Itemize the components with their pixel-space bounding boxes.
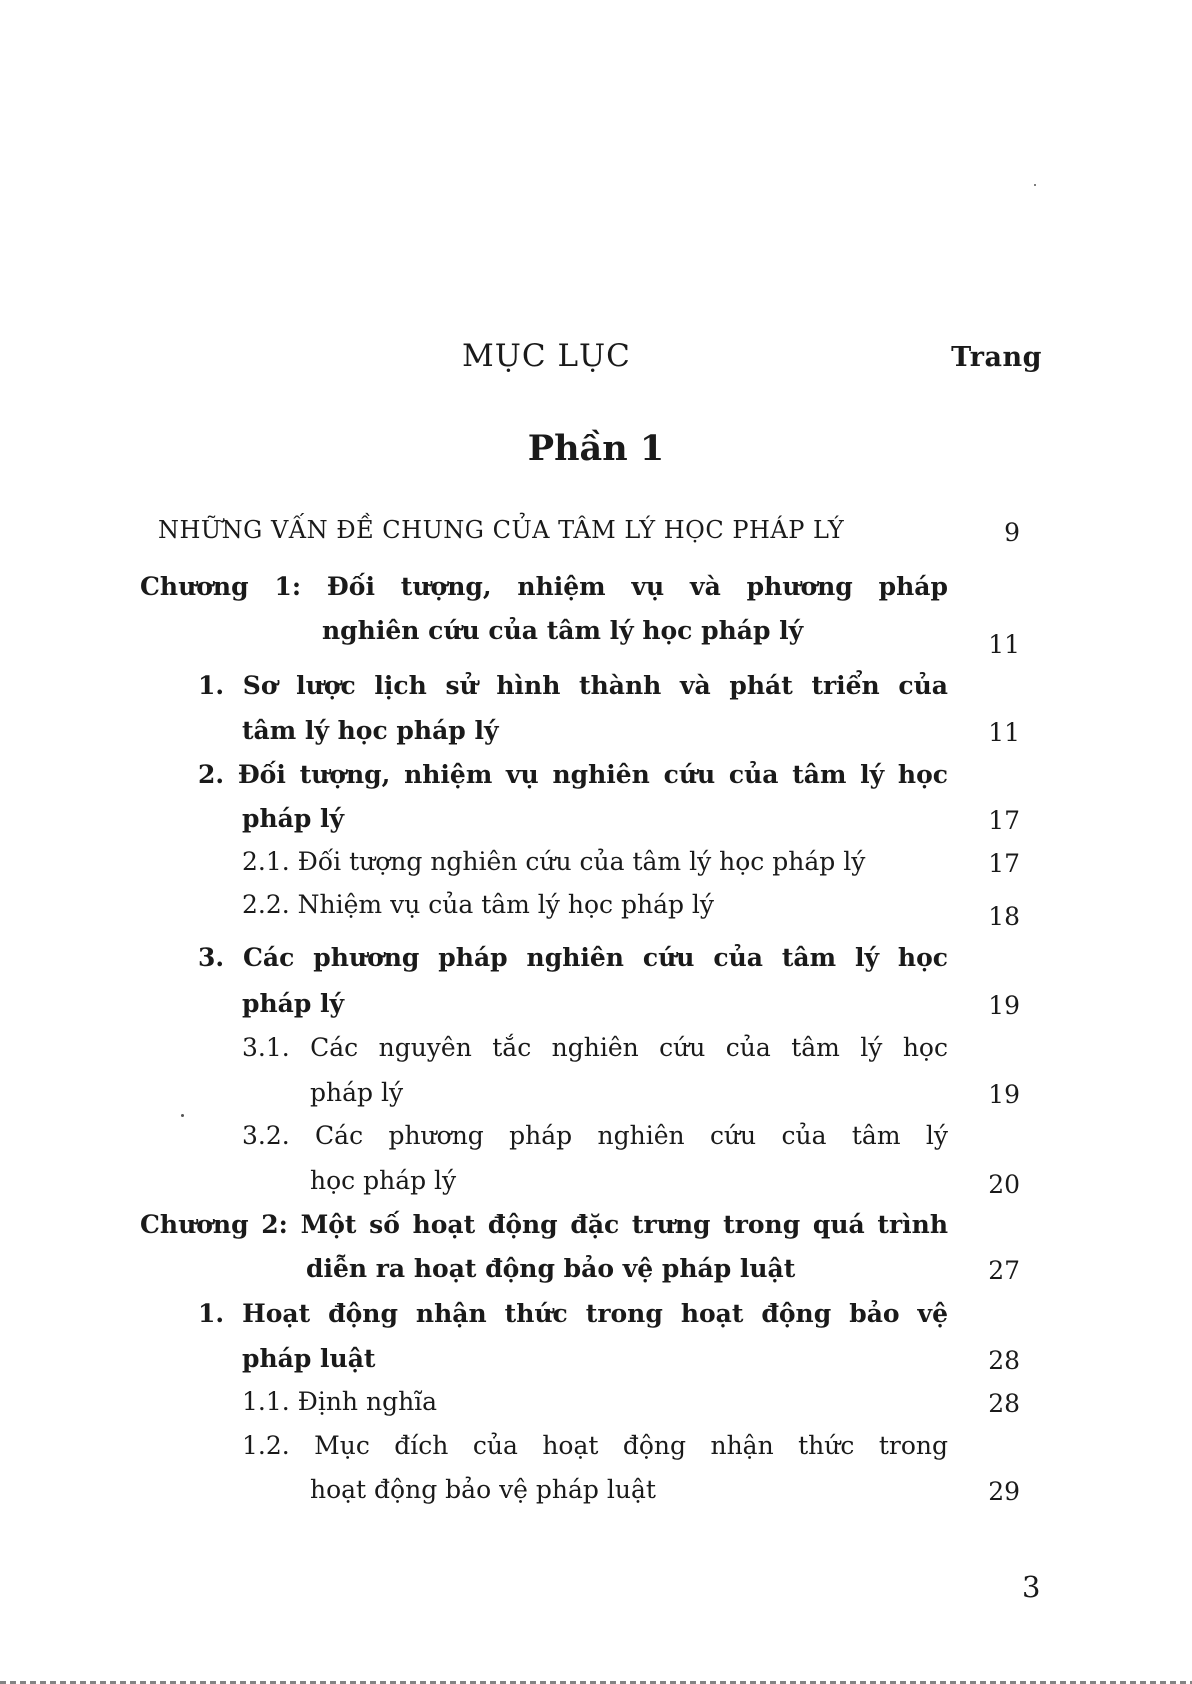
toc-entry-part-title: NHỮNG VẤN ĐỀ CHUNG CỦA TÂM LÝ HỌC PHÁP LÝ (158, 516, 845, 544)
toc-page-number: 28 (988, 1346, 1020, 1375)
scan-speck (1034, 184, 1036, 186)
toc-entry-chapter: Chương 1: Đối tượng, nhiệm vụ và phương pháp (140, 572, 948, 601)
toc-page-number: 11 (988, 630, 1020, 659)
toc-page-number: 18 (988, 902, 1020, 931)
toc-page-number: 11 (988, 718, 1020, 747)
toc-entry-chapter-cont: nghiên cứu của tâm lý học pháp lý (322, 616, 804, 645)
toc-page-number: 19 (988, 1080, 1020, 1109)
toc-title: MỤC LỤC (462, 338, 631, 374)
toc-entry-section-cont: tâm lý học pháp lý (242, 716, 499, 745)
toc-entry-subsection: 3.1. Các nguyên tắc nghiên cứu của tâm lý học (242, 1033, 948, 1062)
toc-entry-subsection: 2.1. Đối tượng nghiên cứu của tâm lý học pháp lý (242, 847, 866, 876)
toc-entry-subsection: 1.2. Mục đích của hoạt động nhận thức trong (242, 1431, 948, 1460)
toc-page-number: 29 (988, 1477, 1020, 1506)
toc-page-number: 20 (988, 1170, 1020, 1199)
toc-page-number: 28 (988, 1389, 1020, 1418)
toc-entry-section-cont: pháp lý (242, 804, 345, 833)
toc-entry-section: 3. Các phương pháp nghiên cứu của tâm lý học (198, 943, 948, 972)
toc-page-number: 17 (988, 849, 1020, 878)
toc-entry-subsection-cont: pháp lý (310, 1078, 404, 1107)
toc-entry-subsection: 1.1. Định nghĩa (242, 1387, 438, 1416)
toc-entry-chapter-cont: diễn ra hoạt động bảo vệ pháp luật (306, 1254, 796, 1283)
page-folio-number: 3 (1022, 1570, 1041, 1604)
toc-entry-subsection-cont: học pháp lý (310, 1166, 457, 1195)
toc-entry-section: 1. Hoạt động nhận thức trong hoạt động bảo vệ (198, 1299, 948, 1328)
toc-page-number: 19 (988, 991, 1020, 1020)
toc-page-number: 27 (988, 1256, 1020, 1285)
toc-entry-section-cont: pháp lý (242, 989, 345, 1018)
scan-speck (181, 1114, 184, 1117)
toc-page-number: 17 (988, 806, 1020, 835)
page-column-label: Trang (951, 342, 1042, 373)
toc-entry-subsection: 2.2. Nhiệm vụ của tâm lý học pháp lý (242, 890, 715, 919)
toc-entry-subsection: 3.2. Các phương pháp nghiên cứu của tâm lý (242, 1121, 948, 1150)
toc-entry-section: 2. Đối tượng, nhiệm vụ nghiên cứu của tâm lý học (198, 760, 948, 789)
toc-entry-chapter: Chương 2: Một số hoạt động đặc trưng trong quá trình (140, 1210, 948, 1239)
toc-entry-section-cont: pháp luật (242, 1344, 376, 1373)
toc-entry-section: 1. Sơ lược lịch sử hình thành và phát triển của (198, 671, 948, 700)
toc-page-number: 9 (1004, 518, 1020, 547)
part-heading: Phần 1 (527, 428, 665, 469)
toc-entry-subsection-cont: hoạt động bảo vệ pháp luật (310, 1475, 656, 1504)
